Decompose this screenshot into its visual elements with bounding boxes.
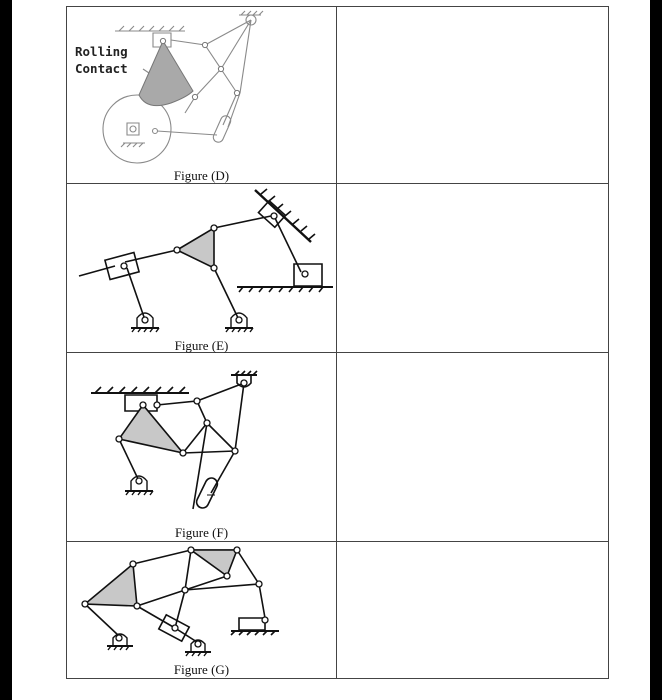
figure-d-diagram — [67, 7, 336, 183]
answer-cell-f[interactable] — [337, 353, 609, 542]
table-row-d — [67, 7, 609, 184]
figure-g-caption: Figure (G) — [173, 662, 230, 677]
slotted-slider — [212, 114, 233, 144]
rolling-contact-label — [75, 43, 128, 77]
triangle-to-incline — [214, 216, 271, 228]
figure-d-cell — [67, 7, 337, 184]
figure-d-caption: Figure (D) — [173, 168, 230, 183]
shaded-triangle — [119, 405, 183, 453]
shaded-cam — [139, 41, 193, 106]
rolling-label: Rolling — [75, 44, 128, 59]
figure-e-caption: Figure (E) — [174, 338, 229, 353]
figure-g-cell — [67, 542, 337, 679]
incline-to-slider-link — [275, 218, 301, 272]
left-black-edge — [0, 0, 12, 700]
left-rod — [79, 266, 115, 276]
rod-to-triangle — [125, 250, 177, 262]
table-row-g — [67, 542, 609, 679]
right-shaded-triangle — [191, 550, 237, 576]
figure-g-diagram — [67, 542, 336, 678]
left-rocker — [119, 439, 139, 481]
left-rocker — [85, 604, 119, 636]
shaded-triangle — [177, 228, 214, 268]
ground-hatch-top — [119, 26, 184, 31]
left-rocker — [127, 268, 145, 320]
ground-slider — [239, 618, 265, 630]
circle-pivot-box — [127, 123, 139, 135]
figure-e-diagram — [67, 184, 336, 352]
answer-cell-e[interactable] — [337, 184, 609, 353]
right-black-edge — [650, 0, 662, 700]
right-rocker — [214, 268, 239, 320]
right-upper-link — [237, 550, 259, 584]
figure-e-cell — [67, 184, 337, 353]
right-vertical-link — [259, 584, 265, 618]
answer-cell-g[interactable] — [337, 542, 609, 679]
table-row-f — [67, 353, 609, 542]
figure-f-diagram — [67, 353, 336, 541]
figure-f-caption: Figure (F) — [174, 525, 229, 540]
figure-f-cell — [67, 353, 337, 542]
left-shaded-triangle — [85, 564, 137, 606]
inclined-hatch — [261, 189, 315, 239]
answer-cell-d[interactable] — [337, 7, 609, 184]
figure-table — [66, 6, 609, 679]
upper-link — [205, 20, 251, 45]
contact-label: Contact — [75, 61, 128, 76]
table-row-e — [67, 184, 609, 353]
top-link-left — [133, 550, 191, 564]
